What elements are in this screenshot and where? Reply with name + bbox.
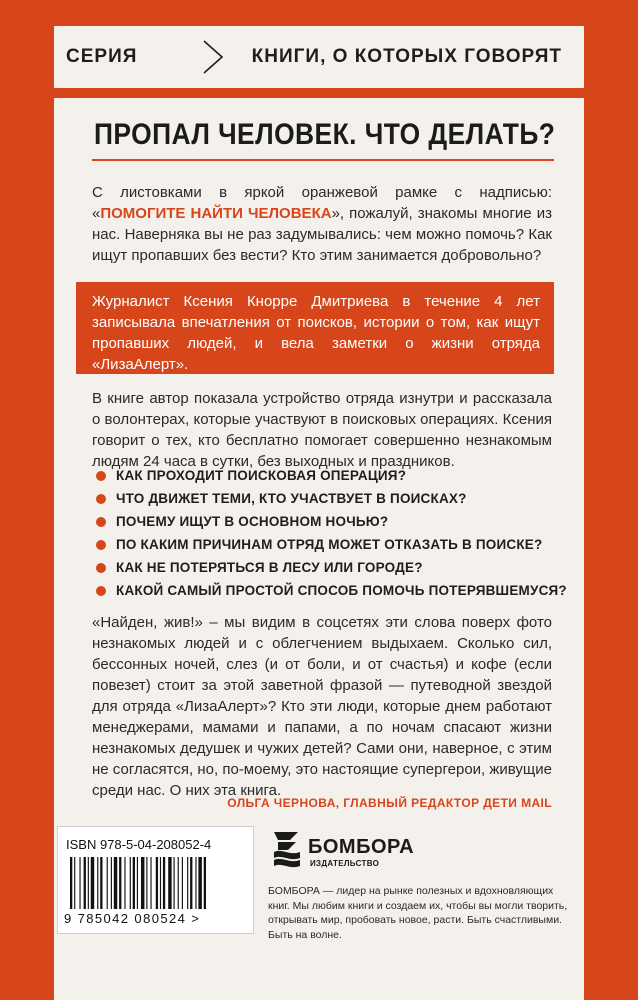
question-text: ПО КАКИМ ПРИЧИНАМ ОТРЯД МОЖЕТ ОТКАЗАТЬ В ПОИСКЕ? (116, 537, 543, 552)
highlight-box: Журналист Ксения Кнорре Дмитриева в течение 4 лет записывала впечатления от поисков, истории о том, как ищут пропавших людей, и вела заметки о жизни отряда «ЛизаАлерт». (76, 282, 554, 374)
lead-accent-text: ПОМОГИТЕ НАЙТИ ЧЕЛОВЕКА (100, 205, 332, 222)
about-paragraph: В книге автор показала устройство отряда изнутри и рассказала о волонтерах, которые участвуют в поисковых операциях. Ксения говорит о тех, кто бесплатно помогает совершенно незнакомым людям 24 часа в сутки, без выходных и праздников. (92, 390, 552, 470)
publisher-logo-name: БОМБОРА (308, 836, 415, 858)
back-cover-panel (54, 98, 584, 1000)
series-label: СЕРИЯ (66, 46, 138, 67)
list-item (96, 579, 567, 602)
question-text: КАК ПРОХОДИТ ПОИСКОВАЯ ОПЕРАЦИЯ? (116, 468, 407, 483)
lead-text-before: С листовками в яркой оранжевой рамке с надписью: « (92, 184, 552, 222)
series-bar (54, 26, 584, 88)
list-item (96, 510, 552, 533)
publisher-description: БОМБОРА — лидер на рынке полезных и вдохновляющих книг. Мы любим книги и создаем их, чтобы вы могли творить, открывать мир, пробовать новое, расти. Быть счастливыми. Быть на волне. (268, 885, 568, 941)
barcode-icon (68, 857, 244, 911)
bullet-icon (96, 494, 106, 504)
barcode-digits: 9 785042 080524 > (64, 911, 201, 926)
bullet-icon (96, 517, 106, 527)
barcode-box (57, 826, 254, 934)
headline-underline (92, 159, 554, 161)
bullet-icon (96, 471, 106, 481)
lead-text-after: », пожалуй, знакомы многие из нас. Наверняка вы не раз задумывались: чем можно помочь? Как ищут пропавших без вести? Кто этим занимается добровольно? (92, 205, 552, 264)
list-item (96, 533, 552, 556)
bullet-icon (96, 586, 106, 596)
isbn-text: ISBN 978-5-04-208052-4 (66, 837, 212, 852)
question-text: КАКОЙ САМЫЙ ПРОСТОЙ СПОСОБ ПОМОЧЬ ПОТЕРЯВШЕМУСЯ? (116, 583, 567, 598)
question-text: КАК НЕ ПОТЕРЯТЬСЯ В ЛЕСУ ИЛИ ГОРОДЕ? (116, 560, 423, 575)
lead-paragraph (92, 182, 552, 266)
quote-signature: ОЛЬГА ЧЕРНОВА, ГЛАВНЫЙ РЕДАКТОР ДЕТИ MAIL (227, 796, 552, 810)
headline: ПРОПАЛ ЧЕЛОВЕК. ЧТО ДЕЛАТЬ? (94, 118, 556, 151)
question-text: ПОЧЕМУ ИЩУТ В ОСНОВНОМ НОЧЬЮ? (116, 514, 389, 529)
chevron-right-icon (198, 37, 228, 77)
question-list (96, 464, 567, 602)
series-name: КНИГИ, О КОТОРЫХ ГОВОРЯТ (251, 46, 562, 67)
publisher-logo (268, 828, 415, 874)
review-quote: «Найден, жив!» – мы видим в соцсетях эти слова поверх фото незнакомых людей и с облегчением выдыхаем. Сколько сил, бессонных ночей, слез (и от боли, и от счастья) и кофе (если повезет) стоит за этой заветной фразой — путеводной звездой для отряда «ЛизаАлерт»? Кто эти люди, которые днем работают менеджерами, мамами и папами, а по ночам спасают жизни незнакомых дедушек и чужих детей? Сами они, наверное, с этим не согласятся, но, по-моему, это настоящие супергерои, живущие среди нас. О них эта книга. (92, 614, 552, 799)
bullet-icon (96, 563, 106, 573)
list-item (96, 487, 552, 510)
list-item (96, 464, 552, 487)
bullet-icon (96, 540, 106, 550)
question-text: ЧТО ДВИЖЕТ ТЕМИ, КТО УЧАСТВУЕТ В ПОИСКАХ? (116, 491, 467, 506)
wave-logo-icon (268, 828, 304, 870)
publisher-logo-subtitle: ИЗДАТЕЛЬСТВО (310, 859, 380, 868)
list-item (96, 556, 552, 579)
